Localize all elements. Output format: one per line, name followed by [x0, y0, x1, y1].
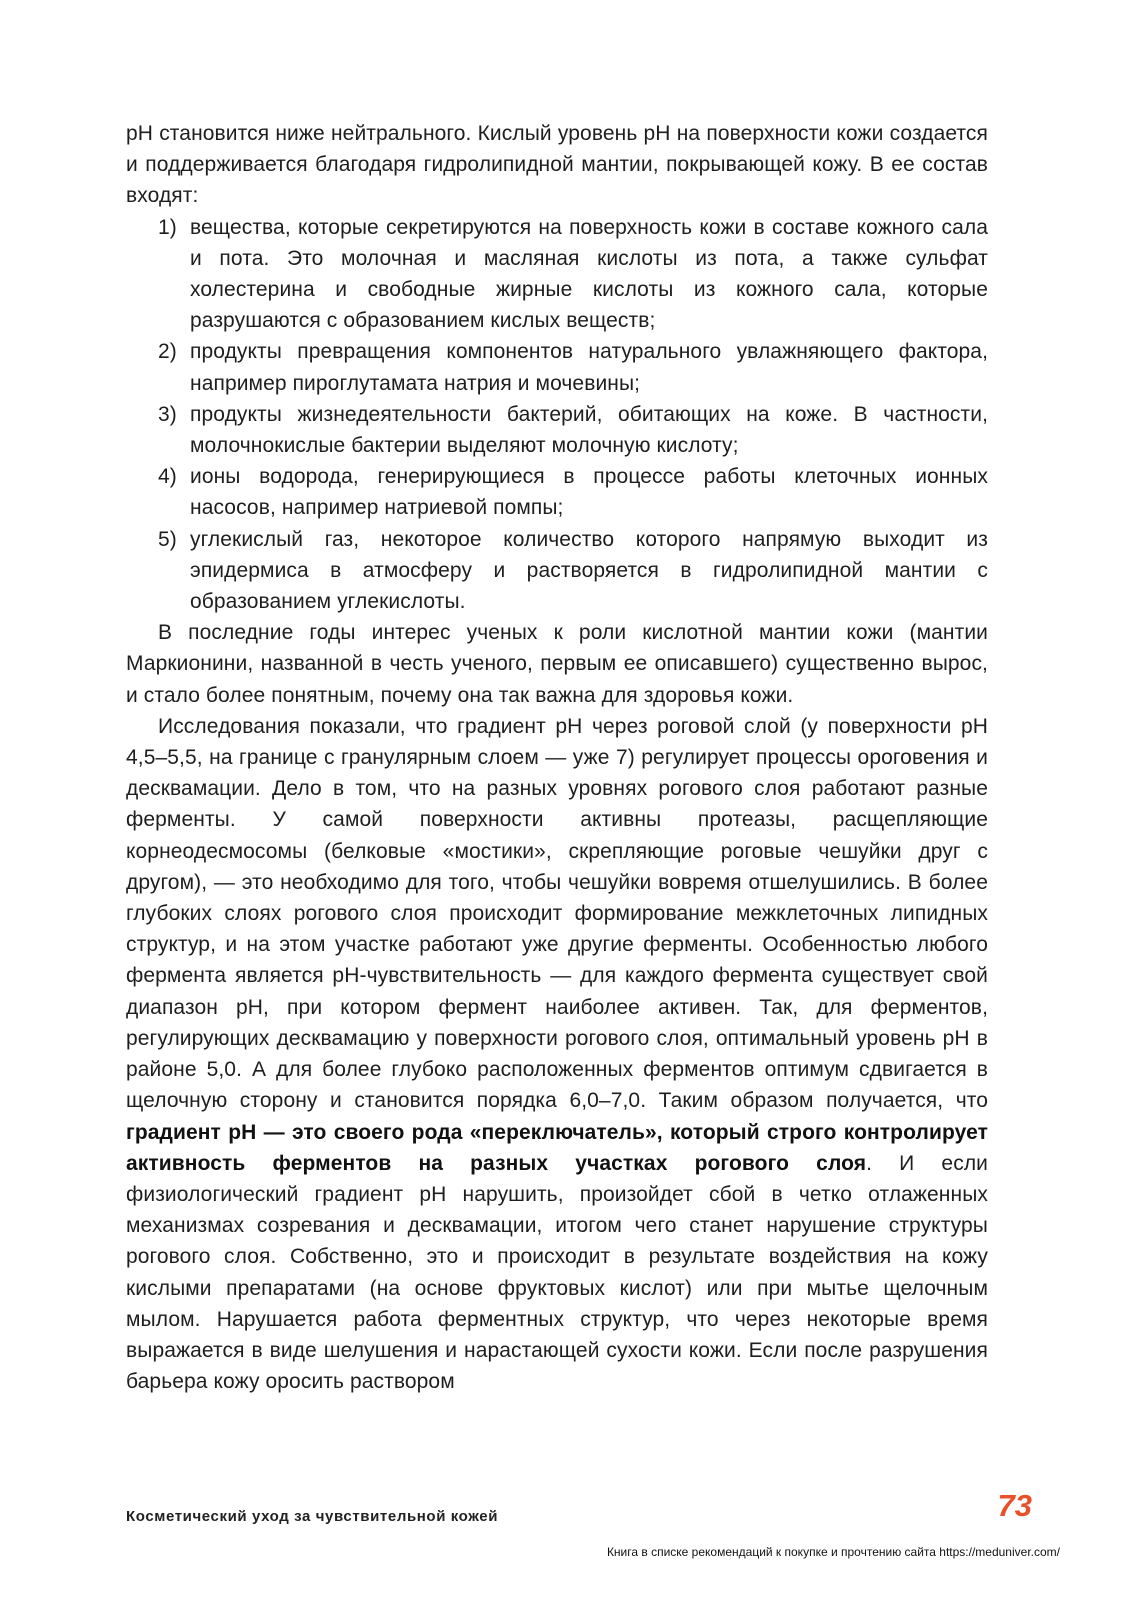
list-item-text: углекислый газ, некоторое количество которого напрямую выходит из эпидермиса в атмосферу и растворяется в гидролипидной мантии с образованием углекислоты. [190, 527, 988, 614]
page-number: 73 [997, 1488, 1032, 1523]
list-item-text: продукты превращения компонентов натурального увлажняющего фактора, например пироглутамата натрия и мочевины; [190, 340, 988, 395]
paragraph-ph-gradient [126, 711, 988, 1397]
list-item [126, 399, 988, 461]
running-footer-title: Косметический уход за чувствительной кожей [126, 1508, 499, 1525]
list-item [126, 212, 988, 337]
list-item-number: 4) [158, 465, 177, 489]
paragraph-intro: pH становится ниже нейтрального. Кислый уровень pH на поверхности кожи создается и поддерживается благодаря гидролипидной мантии, покрывающей кожу. В ее состав входят: [126, 122, 988, 208]
list-item-number: 5) [158, 527, 177, 551]
list-item [126, 524, 988, 618]
list-item-number: 3) [158, 402, 177, 426]
site-recommendation-note: Книга в списке рекомендаций к покупке и прочтению сайта https://meduniver.com/ [606, 1545, 1060, 1559]
main-text [126, 118, 988, 1397]
list-item-text: ионы водорода, генерирующиеся в процессе работы клеточных ионных насосов, например натриевой помпы; [190, 465, 988, 520]
paragraph-marchionini: В последние годы интерес ученых к роли кислотной мантии кожи (мантии Маркионини, названной в честь ученого, первым ее описавшего) существенно вырос, и стало более понятным, почему она так важна для здоровья кожи. [126, 621, 988, 707]
list-item [126, 336, 988, 398]
paragraph-ph-gradient-start: Исследования показали, что градиент pH через роговой слой (у поверхности pH 4,5–5,5, на границе с гранулярным слоем — уже 7) регулирует процессы ороговения и десквамации. Дело в том, что на разных уровнях рогового слоя работают разные ферменты. У самой поверхности активны протеазы, расщепляющие корнеодесмосомы (белковые «мостики», скрепляющие роговые чешуйки друг с другом), — это необходимо для того, чтобы чешуйки вовремя отшелушились. В более глубоких слоях рогового слоя происходит формирование межклеточных липидных структур, и на этом участке работают уже другие ферменты. Особенностью любого фермента является pH-чувствительность — для каждого фермента существует свой диапазон pH, при котором фермент наиболее активен. Так, для ферментов, регулирующих десквамацию у поверхности рогового слоя, оптимальный уровень pH в районе 5,0. А для более глубоко расположенных ферментов оптимум сдвигается в щелочную сторону и становится порядка 6,0–7,0. Таким образом получается, что [126, 714, 988, 1113]
list-item-number: 2) [158, 340, 177, 364]
list-item [126, 461, 988, 523]
list-item-text: продукты жизнедеятельности бактерий, обитающих на коже. В частности, молочнокислые бактерии выделяют молочную кислоту; [190, 402, 988, 458]
key-statement-bold: градиент pH — это своего рода «переключатель», который строго контролирует активность ферментов на разных участках рогового слоя [126, 1120, 988, 1175]
list-item-number: 1) [158, 215, 177, 239]
list-item-text: вещества, которые секретируются на поверхность кожи в составе кожного сала и пота. Это молочная и масляная кислоты из пота, а также сульфат холестерина и свободные жирные кислоты из кожного сала, которые разрушаются с образованием кислых веществ; [190, 215, 988, 333]
paragraph-ph-gradient-end: . И если физиологический градиент pH нарушить, произойдет сбой в четко отлаженных механизмах созревания и десквамации, итогом чего станет нарушение структуры рогового слоя. Собственно, это и происходит в результате воздействия на кожу кислыми препаратами (на основе фруктовых кислот) или при мытье щелочным мылом. Нарушается работа ферментных структур, что через некоторые время выражается в виде шелушения и нарастающей сухости кожи. Если после разрушения барьера кожу оросить раствором [126, 1151, 988, 1394]
acid-sources-list [126, 212, 988, 618]
